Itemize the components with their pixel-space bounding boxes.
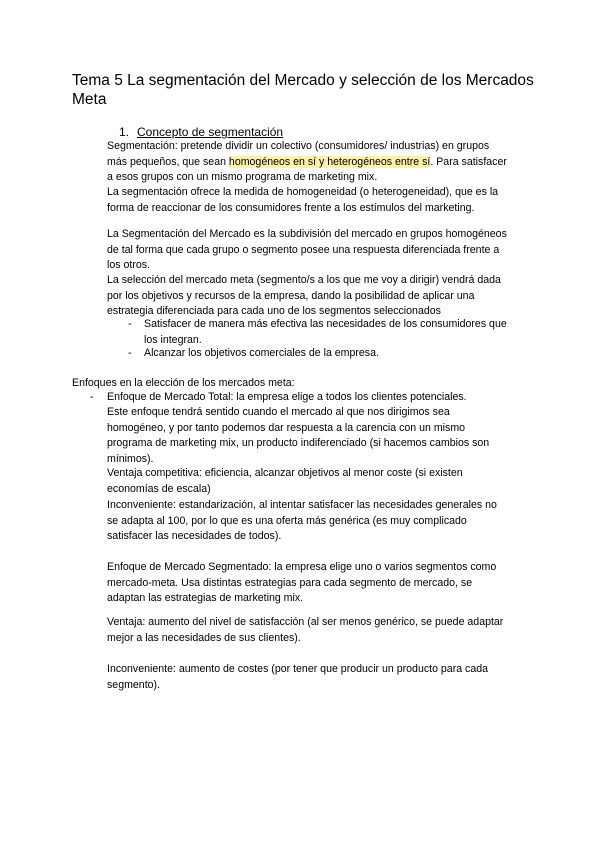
paragraph-medida: La segmentación ofrece la medida de homogeneidad (o heterogeneidad), que es la forma de reaccionar de los consumidores frente a los estímulos del marketing. [107, 186, 499, 214]
bullet-dash: - [128, 318, 132, 330]
list-item: Alcanzar los objetivos comerciales de la empresa. [144, 347, 379, 359]
bullet-dash: - [90, 391, 94, 403]
paragraph-seleccion: La selección del mercado meta (segmento/s a los que me voy a dirigir) vendrá dada por los objetivos y recursos de la empresa, dando la posibilidad de aplicar una estrategia diferenciada para cada uno de los segmentos seleccionados [107, 274, 501, 317]
paragraph-definicion: La Segmentación del Mercado es la subdivisión del mercado en grupos homogéneos de tal forma que cada grupo o segmento posee una respuesta diferenciada frente a los otros. [107, 228, 507, 271]
section-number: 1. [119, 125, 130, 139]
paragraph-text: . Para satisfacer a esos grupos con un mismo programa de marketing mix. [107, 155, 507, 183]
enfoque-segmentado-intro: Enfoque de Mercado Segmentado: la empresa elige uno o varios segmentos como mercado-meta. Usa distintas estrategias para cada segmento de mercado, se adaptan las estrategias de marketing mix. [107, 561, 497, 604]
enfoque-total-body: Este enfoque tendrá sentido cuando el mercado al que nos dirigimos sea homogéneo, y por tanto podemos dar respuesta a la carencia con un mismo programa de marketing mix, un producto indiferenciado (si hacemos cambios son mínimos). [107, 406, 490, 465]
highlighted-text: homogéneos en sí y heterogéneos entre sí [228, 155, 431, 168]
enfoque-segmentado-inconveniente: Inconveniente: aumento de costes (por tener que producir un producto para cada segmento). [107, 663, 489, 691]
enfoque-segmentado-ventaja: Ventaja: aumento del nivel de satisfacción (al ser menos genérico, se puede adaptar mejor a las necesidades de sus clientes). [107, 616, 504, 644]
section-heading: Concepto de segmentación [137, 125, 284, 139]
paragraph-segmentacion [107, 139, 507, 186]
bullet-dash: - [128, 347, 132, 359]
enfoques-heading: Enfoques en la elección de los mercados meta: [72, 377, 295, 389]
enfoque-total-inconveniente: Inconveniente: estandarización, al intentar satisfacer las necesidades generales no se adapta al 100, por lo que es una oferta más genérica (es muy complicado satisfacer las necesidades de todos). [107, 499, 497, 542]
enfoque-total-intro: Enfoque de Mercado Total: la empresa elige a todos los clientes potenciales. [107, 391, 467, 403]
enfoque-total-ventaja: Ventaja competitiva: eficiencia, alcanzar objetivos al menor coste (si existen economías de escala) [107, 467, 463, 495]
list-item: Satisfacer de manera más efectiva las necesidades de los consumidores que los integran. [144, 318, 507, 346]
paragraph-text: Segmentación: pretende dividir un colectivo (consumidores/ industrias) en grupos más pequeños, que sean [107, 140, 490, 168]
page-title: Tema 5 La segmentación del Mercado y selección de los Mercados Meta [72, 72, 534, 108]
